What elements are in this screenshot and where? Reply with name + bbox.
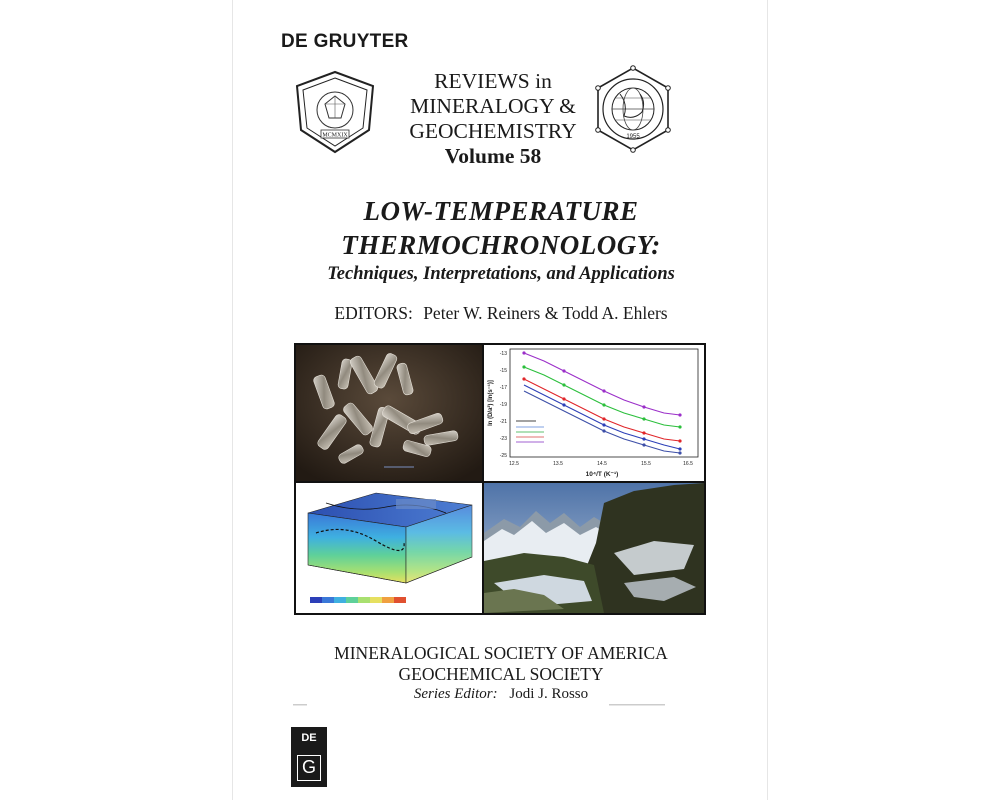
gs-seal-year: 1955 <box>626 134 640 140</box>
series-line-2: MINERALOGY & <box>410 94 576 118</box>
x-tick: 13.5 <box>553 461 563 467</box>
gs-seal-icon <box>588 64 678 154</box>
x-tick: 15.5 <box>641 461 651 467</box>
msa-seal-year: MCMXIX <box>322 132 348 139</box>
x-axis-label: 10⁴/T (K⁻¹) <box>585 471 619 478</box>
y-tick: -25 <box>499 453 507 459</box>
y-tick: -19 <box>499 402 507 408</box>
de-gruyter-logo <box>291 727 327 787</box>
x-tick: 14.5 <box>597 461 607 467</box>
logo-top-text: DE <box>301 732 317 744</box>
arrhenius-plot <box>484 345 704 481</box>
publisher-name: DE GRUYTER <box>281 31 409 52</box>
x-tick: 12.5 <box>509 461 519 467</box>
y-tick: -23 <box>499 436 507 442</box>
series-volume: Volume 58 <box>444 144 542 168</box>
editors-label: EDITORS: <box>334 303 413 323</box>
series-line-3: GEOCHEMISTRY <box>409 119 577 143</box>
mountain-photo <box>484 483 704 613</box>
x-tick: 16.5 <box>683 461 693 467</box>
series-editor-name: Jodi J. Rosso <box>509 686 589 702</box>
thermal-model-diagram <box>296 483 482 613</box>
faint-text-row <box>293 703 713 707</box>
book-cover <box>232 0 768 800</box>
cover-image-mosaic <box>294 343 706 615</box>
y-tick: -21 <box>499 419 507 425</box>
y-tick: -13 <box>499 351 507 357</box>
temperature-color-scale <box>310 597 406 603</box>
title-line-1: LOW-TEMPERATURE <box>363 196 639 226</box>
society-line-2: GEOCHEMICAL SOCIETY <box>398 664 604 684</box>
title-line-2: THERMOCHRONOLOGY: <box>341 230 661 260</box>
society-line-1: MINERALOGICAL SOCIETY OF AMERICA <box>334 643 668 663</box>
series-editor-line <box>233 686 769 703</box>
logo-bottom-text: G <box>297 755 321 781</box>
y-tick: -15 <box>499 368 507 374</box>
msa-seal-icon <box>291 68 379 156</box>
editors-line <box>233 303 769 324</box>
series-editor-label: Series Editor: <box>413 686 498 702</box>
subtitle: Techniques, Interpretations, and Applications <box>327 264 675 284</box>
y-axis-label: ln (D/a²) [ln(s⁻¹)] <box>488 380 494 426</box>
y-tick: -17 <box>499 385 507 391</box>
crystal-photo <box>296 345 482 481</box>
series-line-1: REVIEWS in <box>434 69 552 93</box>
editors-names: Peter W. Reiners & Todd A. Ehlers <box>423 303 668 323</box>
series-title <box>383 69 603 169</box>
